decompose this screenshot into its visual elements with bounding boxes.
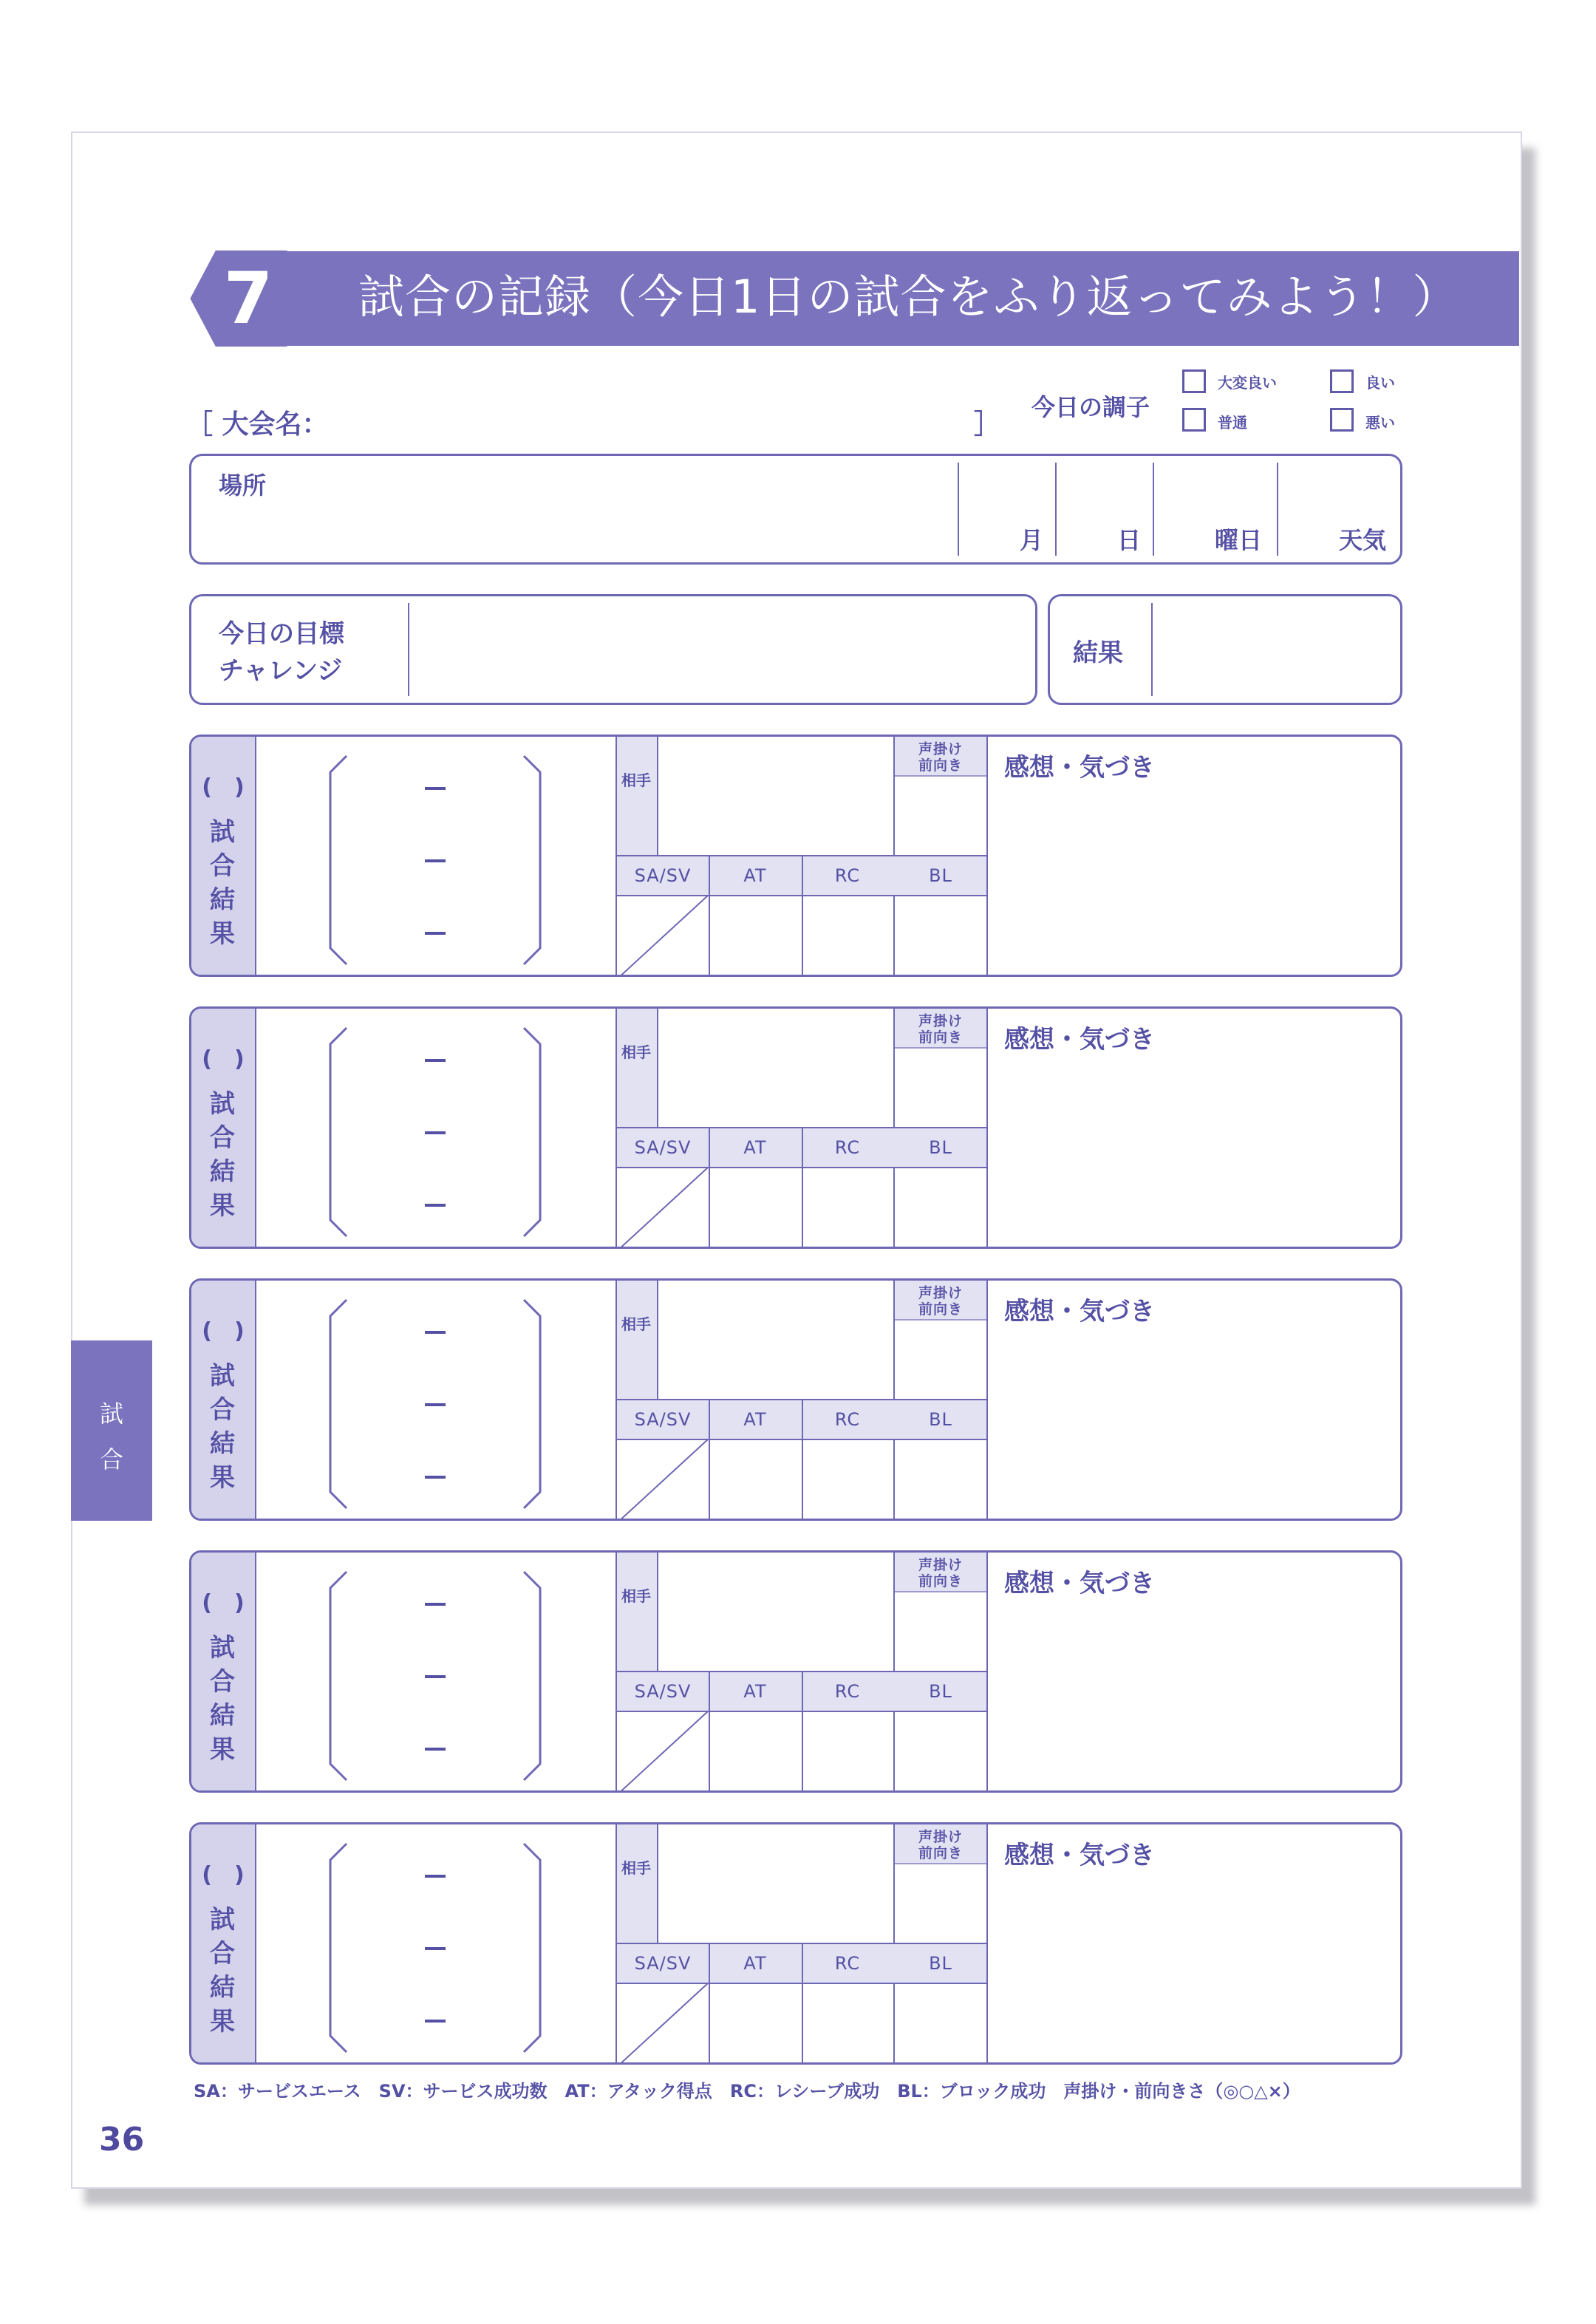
- opponent-label-cell: [617, 1281, 657, 1399]
- sasv-diagonal-divider: [617, 895, 709, 977]
- divider: [1153, 463, 1154, 556]
- divider: [895, 775, 986, 777]
- game-record-block: [189, 1278, 1402, 1521]
- voice-label-1: 声掛け: [918, 741, 963, 757]
- goal-label-line1: 今日の目標: [219, 619, 344, 649]
- stats-header-sasv: SA/SV: [634, 1409, 692, 1430]
- set-score-dash: [425, 1403, 446, 1406]
- voice-label-1: 声掛け: [918, 1285, 963, 1301]
- game-number-paren: ( ): [202, 774, 245, 800]
- stats-header-at: AT: [743, 1137, 767, 1158]
- game-side-char: 合: [210, 1667, 235, 1697]
- stats-header-at: AT: [743, 865, 767, 886]
- game-record-block: [189, 1822, 1402, 2065]
- divider: [895, 1319, 986, 1321]
- divider: [657, 1009, 658, 1127]
- condition-option-good: 良い: [1365, 374, 1395, 392]
- divider: [986, 737, 988, 977]
- game-record-block: [189, 1006, 1402, 1249]
- stats-header-bl: BL: [929, 1409, 952, 1430]
- voice-label-2: 前向き: [918, 757, 963, 774]
- stats-header-bl: BL: [929, 1137, 952, 1158]
- condition-checkbox-good[interactable]: [1330, 369, 1354, 393]
- divider: [408, 603, 409, 696]
- stats-header-bl: BL: [929, 1681, 952, 1702]
- set-score-dash: [425, 932, 446, 935]
- opponent-label: 相手: [621, 1587, 651, 1605]
- game-side-char: 合: [210, 851, 235, 881]
- tournament-label: ［ 大会名：: [186, 409, 329, 440]
- stats-header-bl: BL: [929, 865, 952, 886]
- opponent-label: 相手: [621, 1859, 651, 1877]
- chapter-number: 7: [223, 257, 273, 340]
- set-score-dash: [425, 1875, 446, 1878]
- divider: [895, 1047, 986, 1049]
- set-score-dash: [425, 1131, 446, 1134]
- game-side-char: 果: [210, 2007, 235, 2037]
- divider: [895, 1863, 986, 1864]
- divider: [657, 1553, 658, 1671]
- divider: [895, 1591, 986, 1592]
- opponent-label-cell: [617, 737, 657, 855]
- game-record-block: [189, 735, 1402, 977]
- set-score-dash: [425, 1204, 446, 1207]
- stats-header-bl: BL: [929, 1953, 952, 1974]
- set-score-dash: [425, 1748, 446, 1751]
- game-side-char: 試: [210, 1633, 235, 1663]
- side-tab-char: 合: [99, 1445, 123, 1473]
- set-score-dash: [425, 1331, 446, 1334]
- set-score-dash: [425, 859, 446, 862]
- notes-label: 感想・気づき: [1004, 1841, 1155, 1870]
- game-side-char: 合: [210, 1123, 235, 1153]
- opponent-label-cell: [617, 1824, 657, 1943]
- condition-option-bad: 悪い: [1365, 414, 1395, 432]
- game-side-char: 果: [210, 1463, 235, 1493]
- divider: [1151, 603, 1153, 696]
- day-label: 日: [1117, 526, 1142, 554]
- result-label: 結果: [1073, 638, 1123, 668]
- tournament-close: ］: [974, 409, 1001, 440]
- divider: [657, 1824, 658, 1943]
- side-tab-char: 試: [99, 1400, 123, 1428]
- game-record-block: [189, 1550, 1402, 1793]
- voice-label-1: 声掛け: [918, 1557, 963, 1573]
- game-side-char: 結: [210, 1157, 235, 1187]
- page-number: 36: [99, 2121, 145, 2158]
- notes-label: 感想・気づき: [1004, 1297, 1155, 1326]
- condition-option-normal: 普通: [1218, 414, 1247, 432]
- voice-label-2: 前向き: [918, 1301, 963, 1318]
- condition-option-very-good: 大変良い: [1218, 374, 1277, 392]
- stats-header-rc: RC: [834, 1409, 861, 1430]
- divider: [657, 737, 658, 855]
- voice-label-2: 前向き: [918, 1845, 963, 1861]
- month-label: 月: [1020, 526, 1044, 554]
- weather-label: 天気: [1339, 526, 1387, 554]
- sasv-diagonal-divider: [617, 1711, 709, 1793]
- section-side-tab: [71, 1340, 152, 1521]
- stats-header-at: AT: [743, 1409, 767, 1430]
- stats-header-sasv: SA/SV: [634, 1953, 692, 1974]
- opponent-label: 相手: [621, 771, 651, 789]
- divider: [1055, 463, 1057, 556]
- voice-label-1: 声掛け: [918, 1013, 963, 1029]
- sasv-diagonal-divider: [617, 1167, 709, 1249]
- set-score-dash: [425, 1059, 446, 1062]
- notes-label: 感想・気づき: [1004, 1569, 1155, 1598]
- notes-label: 感想・気づき: [1004, 1025, 1155, 1054]
- voice-label-1: 声掛け: [918, 1829, 963, 1845]
- game-number-paren: ( ): [202, 1590, 245, 1616]
- condition-checkbox-bad[interactable]: [1330, 408, 1354, 432]
- stats-header-rc: RC: [834, 1953, 861, 1974]
- set-score-dash: [425, 1675, 446, 1678]
- divider: [986, 1824, 988, 2065]
- divider: [657, 1281, 658, 1399]
- condition-label: 今日の調子: [1031, 393, 1150, 421]
- stats-header-rc: RC: [834, 865, 861, 886]
- set-score-dash: [425, 2020, 446, 2023]
- opponent-label-cell: [617, 1553, 657, 1671]
- set-score-dash: [425, 1947, 446, 1950]
- sasv-diagonal-divider: [617, 1983, 709, 2065]
- game-side-char: 果: [210, 919, 235, 949]
- opponent-label: 相手: [621, 1315, 651, 1333]
- condition-checkbox-very-good[interactable]: [1182, 369, 1206, 393]
- stats-header-sasv: SA/SV: [634, 1137, 692, 1158]
- game-side-char: 合: [210, 1395, 235, 1425]
- divider: [958, 463, 959, 556]
- goal-label-line2: チャレンジ: [219, 656, 343, 686]
- game-number-paren: ( ): [202, 1318, 245, 1344]
- stats-header-at: AT: [743, 1953, 767, 1974]
- divider: [986, 1281, 988, 1521]
- goal-box: [189, 594, 1037, 705]
- stats-header-rc: RC: [834, 1681, 861, 1702]
- game-side-char: 試: [210, 817, 235, 847]
- game-side-char: 果: [210, 1735, 235, 1765]
- set-score-dash: [425, 787, 446, 790]
- game-side-char: 合: [210, 1939, 235, 1969]
- weekday-label: 曜日: [1215, 526, 1263, 554]
- voice-label-2: 前向き: [918, 1029, 963, 1046]
- divider: [986, 1009, 988, 1249]
- legend: SA：サービスエース SV：サービス成功数 AT：アタック得点 RC：レシーブ成功 BL：ブロック成功 声掛け・前向きさ（◎○△×）: [194, 2081, 1300, 2102]
- game-side-char: 結: [210, 1429, 235, 1459]
- notes-label: 感想・気づき: [1004, 753, 1155, 783]
- sasv-diagonal-divider: [617, 1439, 709, 1521]
- place-label: 場所: [219, 471, 267, 500]
- game-number-paren: ( ): [202, 1862, 245, 1888]
- set-score-dash: [425, 1476, 446, 1479]
- game-side-char: 結: [210, 1701, 235, 1731]
- voice-label-2: 前向き: [918, 1573, 963, 1589]
- game-side-char: 結: [210, 1973, 235, 2003]
- game-side-char: 試: [210, 1089, 235, 1119]
- stats-header-at: AT: [743, 1681, 767, 1702]
- game-side-char: 試: [210, 1361, 235, 1391]
- opponent-label: 相手: [621, 1043, 651, 1061]
- game-number-paren: ( ): [202, 1046, 245, 1072]
- game-side-char: 結: [210, 885, 235, 915]
- opponent-label-cell: [617, 1009, 657, 1127]
- divider: [1277, 463, 1278, 556]
- game-side-char: 試: [210, 1905, 235, 1935]
- divider: [986, 1553, 988, 1793]
- game-side-char: 果: [210, 1191, 235, 1221]
- set-score-dash: [425, 1603, 446, 1606]
- stats-header-sasv: SA/SV: [634, 865, 692, 886]
- stats-header-rc: RC: [834, 1137, 861, 1158]
- condition-checkbox-normal[interactable]: [1182, 408, 1206, 432]
- chapter-title: 試合の記録（今日1日の試合をふり返ってみよう！）: [358, 270, 1459, 324]
- stats-header-sasv: SA/SV: [634, 1681, 692, 1702]
